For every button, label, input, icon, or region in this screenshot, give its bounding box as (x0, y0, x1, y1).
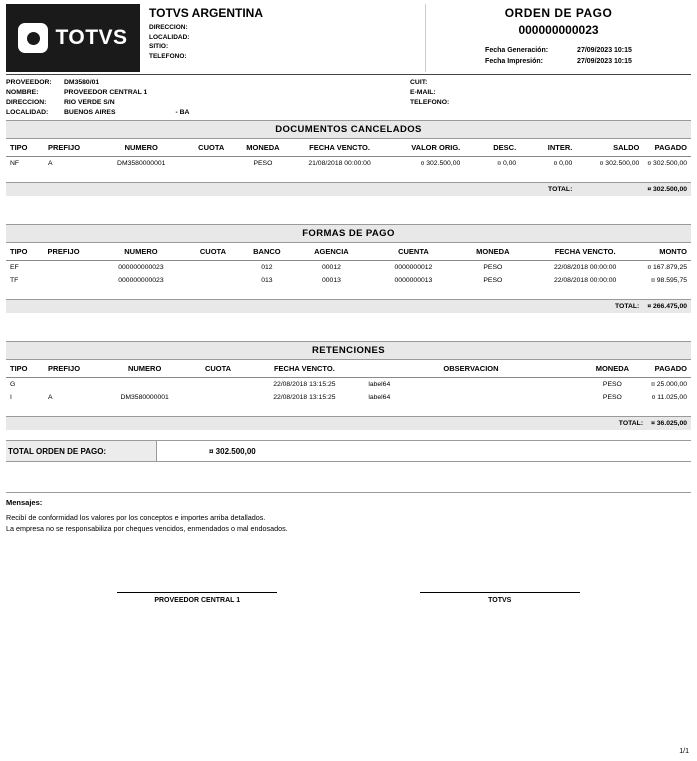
cell-fecha-vencto: 22/08/2018 00:00:00 (553, 277, 617, 284)
table-spacer-row (6, 287, 691, 300)
col-tipo: TIPO (6, 139, 44, 157)
cell-pagado: ¤ 11.025,00 (651, 394, 687, 401)
total-value: ¤ 36.025,00 (651, 420, 687, 427)
table-total-row (6, 417, 691, 431)
col-fecha-vencto: FECHA VENCTO. (290, 139, 389, 157)
company-field-telefono-label: TELEFONO: (149, 52, 187, 60)
cell-moneda: PESO (602, 381, 622, 388)
total-label: TOTAL: (618, 420, 644, 427)
cell-prefijo (43, 261, 95, 275)
messages-title: Mensajes: (6, 498, 43, 507)
cell-desc: ¤ 0,00 (497, 160, 517, 167)
table-header-row (6, 139, 691, 157)
total-label: TOTAL: (548, 186, 573, 193)
col-tipo: TIPO (6, 243, 43, 261)
document-dates (485, 45, 632, 67)
cell-cuota (187, 274, 239, 287)
total-value: ¤ 266.475,00 (647, 303, 687, 310)
cell-cuota (187, 261, 239, 275)
cell-moneda: PESO (483, 264, 503, 271)
cell-numero: DM3580000001 (120, 394, 169, 401)
col-desc: DESC. (464, 139, 520, 157)
cell-prefijo: A (47, 394, 53, 401)
date-generacion-label: Fecha Generación: (485, 47, 549, 54)
table-formas-de-pago (6, 243, 691, 313)
section-title-documentos-cancelados: DOCUMENTOS CANCELADOS (6, 120, 691, 139)
cell-banco: 012 (261, 264, 273, 271)
cell-cuenta: 0000000012 (394, 264, 433, 271)
signature-line-right (420, 592, 580, 593)
cell-tipo: G (10, 381, 16, 388)
cell-moneda: PESO (483, 277, 503, 284)
document-header (6, 4, 691, 72)
cell-saldo: ¤ 302.500,00 (599, 160, 640, 167)
col-agencia: AGENCIA (295, 243, 368, 261)
col-numero: NUMERO (95, 243, 187, 261)
company-field-direccion (149, 23, 425, 33)
col-prefijo: PREFIJO (44, 360, 98, 378)
cell-cuenta: 0000000013 (394, 277, 433, 284)
total-orden-label: TOTAL ORDEN DE PAGO: (8, 446, 107, 456)
col-prefijo: PREFIJO (43, 243, 95, 261)
col-prefijo: PREFIJO (44, 139, 96, 157)
col-moneda: MONEDA (578, 360, 647, 378)
table-row (6, 391, 691, 404)
date-generacion (485, 45, 632, 56)
col-numero: NUMERO (98, 360, 192, 378)
cell-monto: ¤ 98.595,75 (651, 277, 687, 284)
cell-prefijo: A (47, 160, 53, 167)
company-field-sitio-label: SITIO: (149, 43, 169, 50)
cell-numero: 000000000023 (118, 264, 164, 271)
signature-line-left (117, 592, 277, 593)
signature-company-name: TOTVS (488, 597, 512, 604)
col-saldo: SALDO (576, 139, 643, 157)
cell-fecha-vencto: 22/08/2018 13:15:25 (273, 394, 336, 401)
table-spacer-row (6, 170, 691, 183)
provider-block (6, 75, 691, 120)
provider-right-column (410, 78, 691, 118)
cell-tipo: I (10, 394, 12, 401)
col-observacion: OBSERVACION (364, 360, 577, 378)
col-monto: MONTO (643, 243, 691, 261)
provider-nombre-value: PROVEEDOR CENTRAL 1 (64, 89, 148, 96)
provider-proveedor-value: DM3580/01 (64, 79, 100, 86)
col-cuota: CUOTA (187, 243, 239, 261)
total-label: TOTAL: (615, 303, 640, 310)
provider-row-proveedor (6, 78, 410, 88)
total-orden-de-pago (6, 440, 691, 462)
totvs-logo-icon (18, 23, 48, 53)
table-total-row (6, 183, 691, 197)
provider-row-telefono (410, 98, 691, 108)
cell-valor-orig: ¤ 302.500,00 (420, 160, 461, 167)
provider-row-nombre (6, 88, 410, 98)
cell-cuota (186, 157, 236, 171)
brand-name: TOTVS (55, 26, 128, 49)
col-inter: INTER. (520, 139, 576, 157)
document-number: 000000000023 (518, 23, 599, 37)
col-pagado: PAGADO (647, 360, 691, 378)
provider-email-label: E-MAIL: (410, 89, 436, 96)
provider-direccion-value: RIO VERDE S/N (64, 99, 115, 106)
cell-fecha-vencto: 21/08/2018 00:00:00 (308, 160, 371, 167)
signature-company (349, 592, 652, 604)
provider-telefono-label: TELEFONO: (410, 99, 450, 106)
cell-tipo: EF (10, 264, 19, 271)
section-gap-1 (6, 196, 691, 224)
provider-row-email (410, 88, 691, 98)
signature-provider-name: PROVEEDOR CENTRAL 1 (154, 597, 241, 604)
table-spacer-row (6, 404, 691, 417)
col-moneda: MONEDA (459, 243, 527, 261)
cell-agencia: 00013 (321, 277, 341, 284)
date-impresion-value: 27/09/2023 10:15 (577, 58, 632, 65)
col-moneda: MONEDA (236, 139, 290, 157)
col-cuota: CUOTA (192, 360, 245, 378)
cell-observacion: label64 (368, 381, 391, 388)
col-cuota: CUOTA (186, 139, 236, 157)
provider-row-cuit (410, 78, 691, 88)
cell-fecha-vencto: 22/08/2018 00:00:00 (553, 264, 617, 271)
messages-line-1: Recibí de conformidad los valores por los conceptos e importes arriba detallados. (6, 513, 266, 522)
col-fecha-vencto: FECHA VENCTO. (244, 360, 364, 378)
col-valor-orig: VALOR ORIG. (389, 139, 464, 157)
provider-localidad-value: BUENOS AIRES (64, 109, 116, 116)
company-field-localidad-label: LOCALIDAD: (149, 33, 190, 41)
cell-observacion: label64 (368, 394, 391, 401)
cell-agencia: 00012 (321, 264, 341, 271)
table-header-row (6, 360, 691, 378)
company-name: TOTVS ARGENTINA (149, 6, 264, 20)
cell-moneda: PESO (253, 160, 273, 167)
brand-logo (6, 4, 140, 72)
cell-prefijo (43, 274, 95, 287)
table-row (6, 378, 691, 392)
table-total-row (6, 300, 691, 314)
messages-block (6, 492, 691, 534)
total-orden-value: ¤ 302.500,00 (156, 441, 691, 461)
page-number: 1/1 (679, 748, 689, 755)
messages-line-2: La empresa no se responsabiliza por cheques vencidos, enmendados o mal endosados. (6, 524, 288, 533)
date-impresion (485, 56, 632, 67)
cell-tipo: TF (10, 277, 19, 284)
table-retenciones (6, 360, 691, 430)
cell-moneda: PESO (602, 394, 622, 401)
cell-banco: 013 (261, 277, 273, 284)
company-field-sitio (149, 42, 425, 52)
col-numero: NUMERO (96, 139, 186, 157)
table-row (6, 274, 691, 287)
provider-left-column (6, 78, 410, 118)
col-banco: BANCO (239, 243, 295, 261)
provider-localidad-state: - BA (175, 109, 190, 116)
cell-numero (98, 378, 192, 392)
provider-direccion-label: DIRECCION: (6, 99, 47, 106)
total-value: ¤ 302.500,00 (647, 186, 687, 193)
provider-proveedor-label: PROVEEDOR: (6, 79, 52, 86)
provider-row-direccion (6, 98, 410, 108)
cell-numero: 000000000023 (118, 277, 164, 284)
section-title-retenciones: RETENCIONES (6, 341, 691, 360)
company-field-telefono (149, 52, 425, 62)
signature-provider (46, 592, 349, 604)
provider-nombre-label: NOMBRE: (6, 89, 39, 96)
cell-inter: ¤ 0,00 (553, 160, 573, 167)
document-title: ORDEN DE PAGO (504, 6, 613, 20)
provider-cuit-label: CUIT: (410, 79, 428, 86)
table-header-row (6, 243, 691, 261)
company-field-direccion-label: DIRECCION: (149, 24, 188, 31)
section-gap-2 (6, 313, 691, 341)
signature-block (6, 592, 691, 604)
col-cuenta: CUENTA (368, 243, 459, 261)
cell-cuota (192, 391, 245, 404)
table-documentos-cancelados (6, 139, 691, 196)
document-title-block (425, 4, 691, 72)
cell-pagado: ¤ 302.500,00 (647, 160, 687, 167)
cell-fecha-vencto: 22/08/2018 13:15:25 (273, 381, 336, 388)
document-page (0, 4, 697, 761)
provider-row-localidad (6, 108, 410, 118)
col-pagado: PAGADO (643, 139, 691, 157)
cell-tipo: NF (10, 160, 20, 167)
company-field-localidad (149, 33, 425, 43)
cell-numero: DM3580000001 (117, 160, 166, 167)
table-row (6, 261, 691, 275)
cell-cuota (192, 378, 245, 392)
date-impresion-label: Fecha Impresión: (485, 58, 544, 65)
cell-pagado: ¤ 25.000,00 (651, 381, 687, 388)
col-fecha-vencto: FECHA VENCTO. (527, 243, 643, 261)
company-block (140, 4, 425, 72)
col-tipo: TIPO (6, 360, 44, 378)
section-title-formas-de-pago: FORMAS DE PAGO (6, 224, 691, 243)
provider-localidad-label: LOCALIDAD: (6, 109, 49, 116)
cell-monto: ¤ 167.879,25 (647, 264, 687, 271)
date-generacion-value: 27/09/2023 10:15 (577, 47, 632, 54)
cell-prefijo (44, 378, 98, 392)
table-row (6, 157, 691, 171)
